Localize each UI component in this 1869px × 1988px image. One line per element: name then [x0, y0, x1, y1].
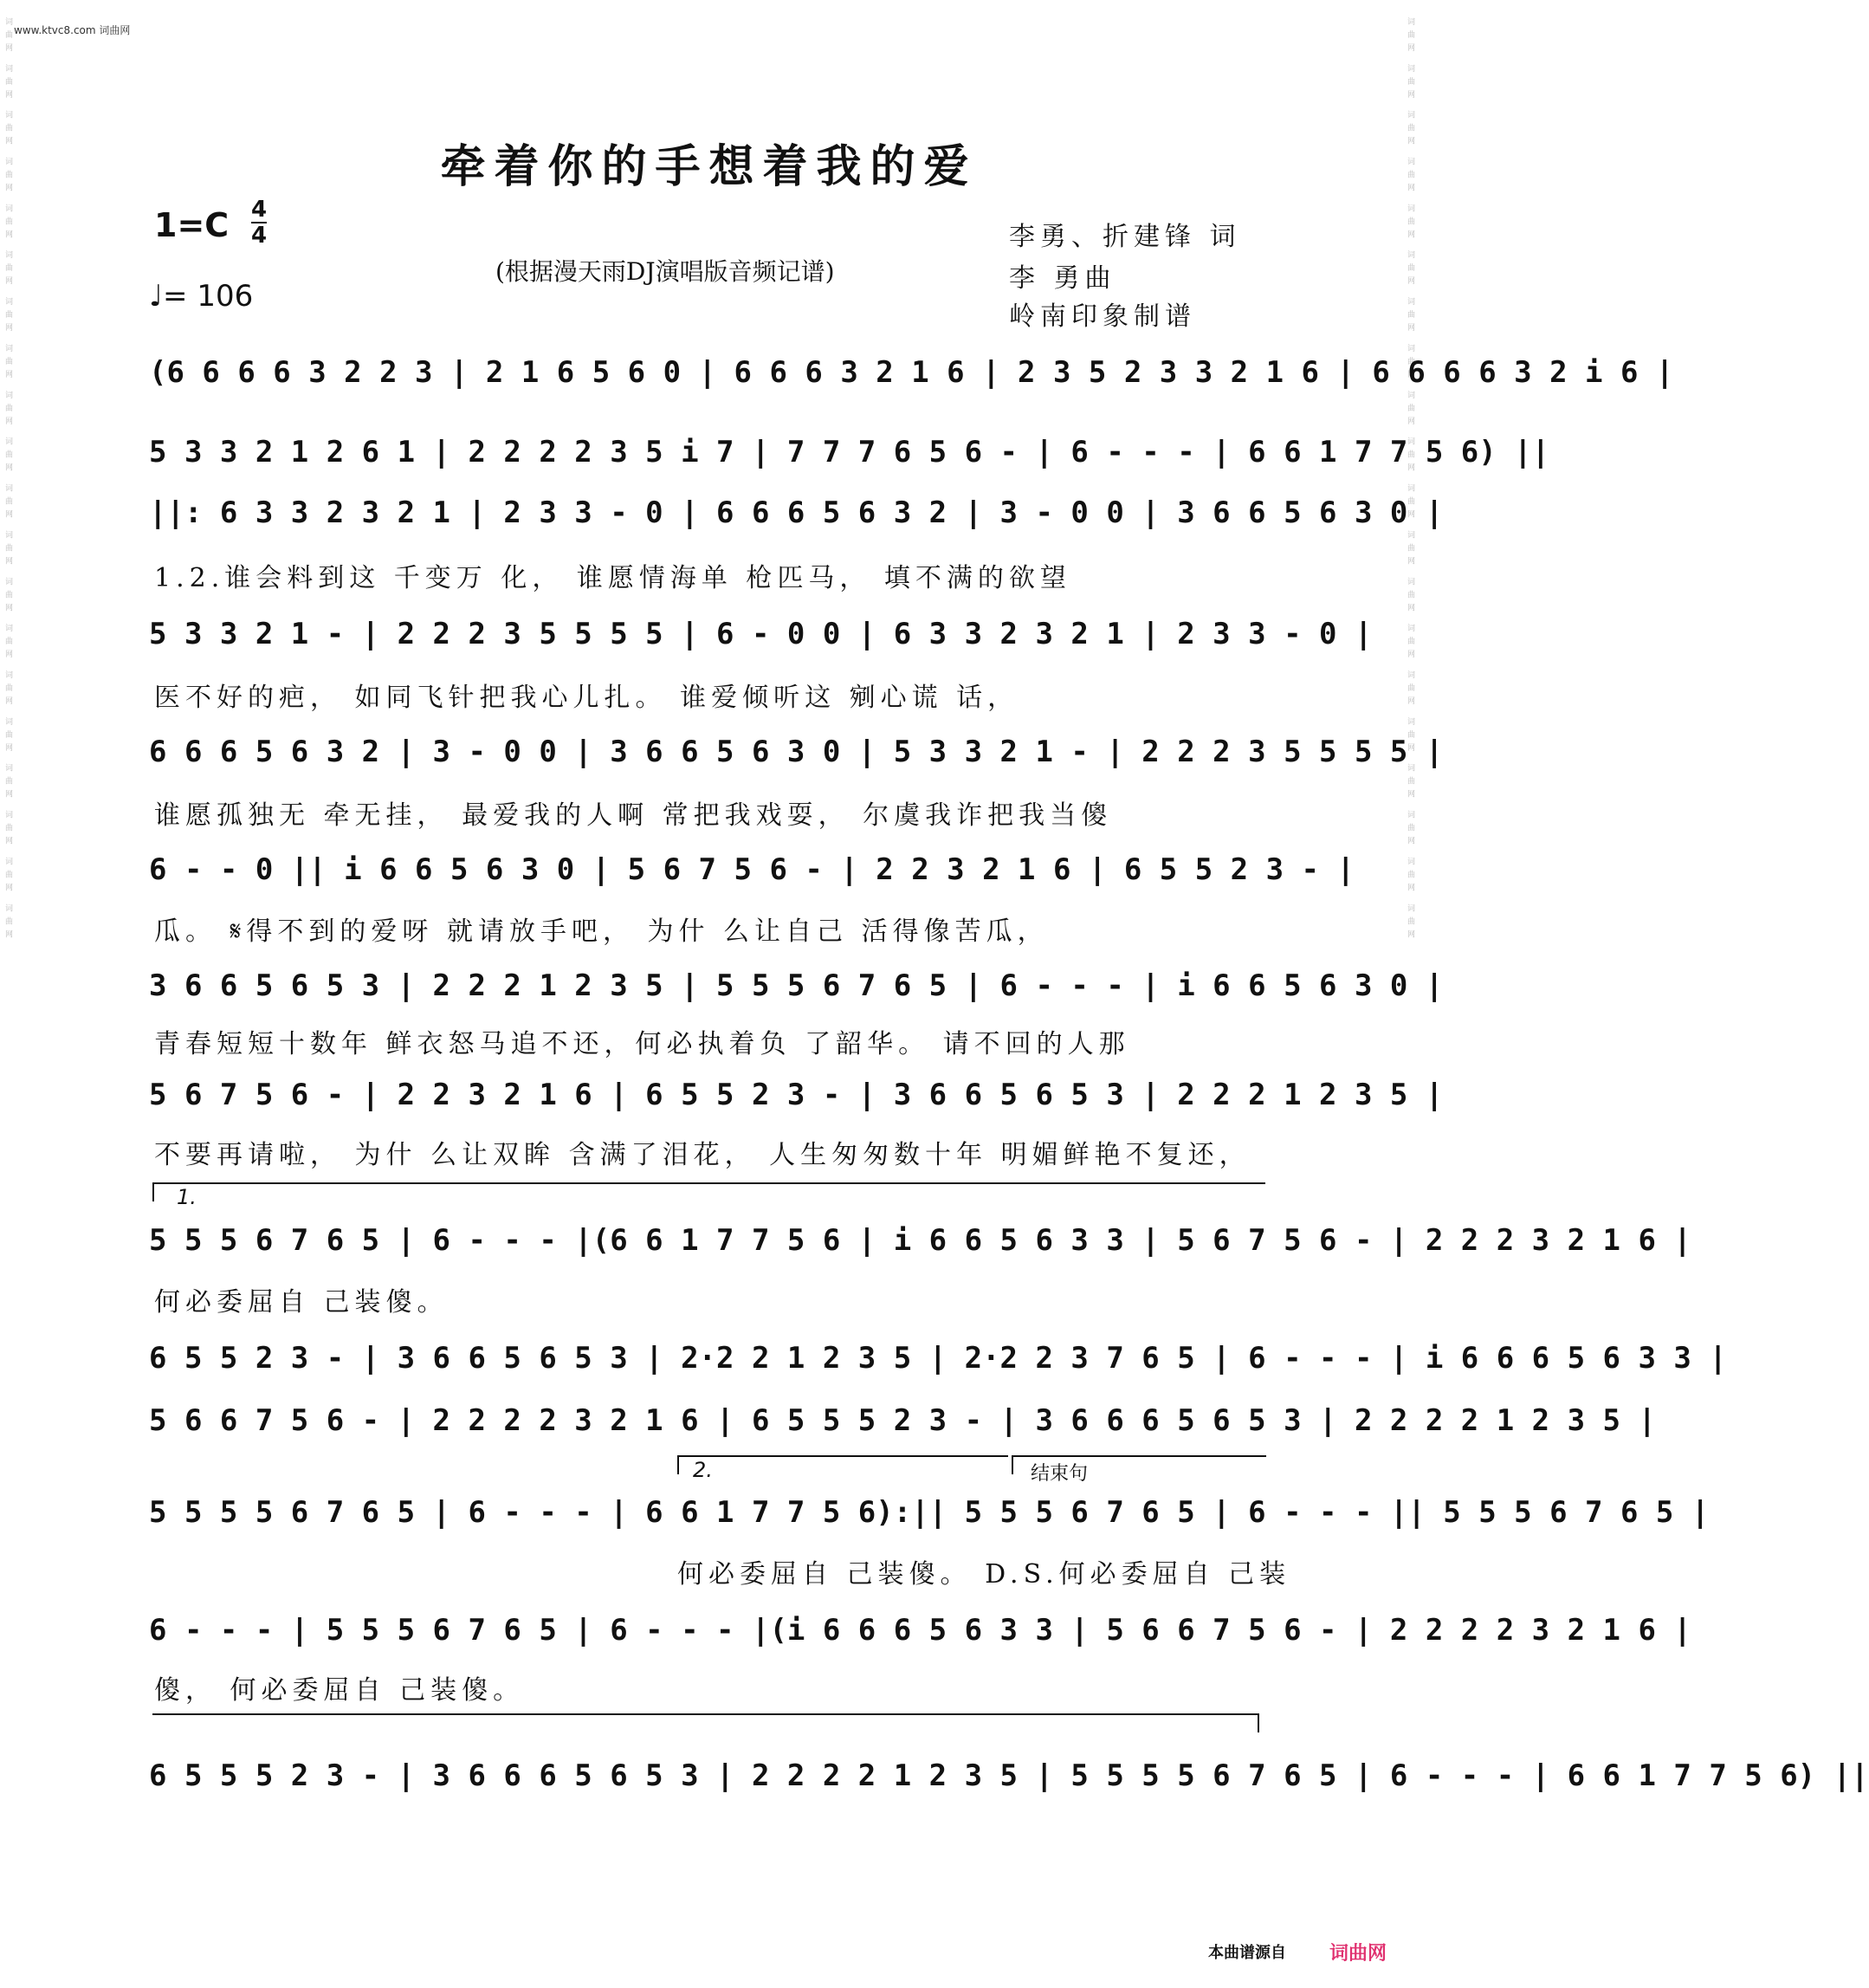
side-watermark-right: 词曲网 词曲网 词曲网 词曲网 词曲网 词曲网 词曲网 词曲网 词曲网 词曲网 词曲网 词曲网 词曲网 词曲网 词曲网 词曲网 词曲网 词曲网 词曲网 词曲网: [1406, 17, 1414, 943]
notation-row-12: 5 5 5 5 6 7 6 5 | 6 - - - | 6 6 1 7 7 5 6):|| 5 5 5 6 7 6 5 | 6 - - - || 5 5 5 6 7 6 5 |: [149, 1495, 1710, 1530]
lyric-line-6: 不要再请啦， 为什 么让双眸 含满了泪花， 人生匆匆数十年 明媚鲜艳不复还，: [154, 1140, 1251, 1170]
ending-bracket: [1012, 1455, 1266, 1457]
notation-row-14: 6 5 5 5 2 3 - | 3 6 6 6 5 6 5 3 | 2 2 2 2 1 2 3 5 | 5 5 5 5 6 7 6 5 | 6 - - - | 6 6 1 7 7 5 6) ||: [149, 1758, 1869, 1793]
time-signature: [251, 198, 267, 248]
lyric-line-8: 何必委屈自 己装傻。 D.S.何必委屈自 己装: [677, 1559, 1291, 1590]
volta-bracket-1: [152, 1182, 1265, 1184]
meter-top: 4: [251, 197, 268, 223]
composer-credit: 李 勇曲: [1009, 263, 1116, 294]
lyricist-credit: 李勇、折建锋 词: [1009, 222, 1241, 252]
lyric-line-1: 1.2.谁会料到这 千变万 化， 谁愿情海单 枪匹马， 填不满的欲望: [154, 563, 1071, 593]
meter-bottom: 4: [251, 223, 268, 249]
site-header: www.ktvc8.com 词曲网: [14, 24, 131, 36]
notation-row-3: ||: 6 3 3 2 3 2 1 | 2 3 3 - 0 | 6 6 6 5 6 3 2 | 3 - 0 0 | 3 6 6 5 6 3 0 |: [149, 495, 1444, 530]
lyric-line-3: 谁愿孤独无 牵无挂， 最爱我的人啊 常把我戏耍， 尔虞我诈把我当傻: [154, 800, 1113, 831]
coda-bracket: [152, 1713, 1259, 1715]
ending-label: 结束句: [1031, 1463, 1089, 1485]
side-watermark-left: 词曲网 词曲网 词曲网 词曲网 词曲网 词曲网 词曲网 词曲网 词曲网 词曲网 词曲网 词曲网 词曲网 词曲网 词曲网 词曲网 词曲网 词曲网 词曲网 词曲网: [3, 17, 12, 943]
arranger-credit: 岭南印象制谱: [1009, 301, 1196, 332]
notation-row-5: 6 6 6 5 6 3 2 | 3 - 0 0 | 3 6 6 5 6 3 0 | 5 3 3 2 1 - | 2 2 2 3 5 5 5 5 |: [149, 735, 1444, 769]
notation-row-10: 6 5 5 2 3 - | 3 6 6 5 6 5 3 | 2·2 2 1 2 3 5 | 2·2 2 3 7 6 5 | 6 - - - | i 6 6 6 5 6 3 3 |: [149, 1341, 1727, 1376]
lyric-line-5: 青春短短十数年 鲜衣怒马追不还，何必执着负 了韶华。 请不回的人那: [154, 1029, 1130, 1059]
ending-bracket-tick: [1012, 1455, 1013, 1474]
notation-row-7: 3 6 6 5 6 5 3 | 2 2 2 1 2 3 5 | 5 5 5 6 7 6 5 | 6 - - - | i 6 6 5 6 3 0 |: [149, 968, 1444, 1003]
notation-row-9: 5 5 5 6 7 6 5 | 6 - - - |(6 6 1 7 7 5 6 | i 6 6 5 6 3 3 | 5 6 7 5 6 - | 2 2 2 3 2 1 6 |: [149, 1223, 1691, 1258]
volta-bracket-1-tick: [152, 1182, 154, 1201]
notation-row-13: 6 - - - | 5 5 5 6 7 6 5 | 6 - - - |(i 6 6 6 5 6 3 3 | 5 6 6 7 5 6 - | 2 2 2 2 3 2 1 6 |: [149, 1613, 1691, 1648]
volta-2-label: 2.: [693, 1458, 713, 1482]
footer-source: 本曲谱源自: [1208, 1944, 1286, 1962]
coda-bracket-tick: [1258, 1713, 1259, 1732]
notation-row-11: 5 6 6 7 5 6 - | 2 2 2 2 3 2 1 6 | 6 5 5 5 2 3 - | 3 6 6 6 5 6 5 3 | 2 2 2 2 1 2 3 5 |: [149, 1403, 1656, 1438]
notation-row-4: 5 3 3 2 1 - | 2 2 2 3 5 5 5 5 | 6 - 0 0 | 6 3 3 2 3 2 1 | 2 3 3 - 0 |: [149, 617, 1373, 651]
lyric-line-4: 瓜。 𝄋得不到的爱呀 就请放手吧， 为什 么让自己 活得像苦瓜，: [154, 916, 1049, 947]
notation-row-6: 6 - - 0 || i 6 6 5 6 3 0 | 5 6 7 5 6 - | 2 2 3 2 1 6 | 6 5 5 2 3 - |: [149, 852, 1355, 887]
volta-bracket-2-tick: [677, 1455, 679, 1474]
key-signature: 1=C: [154, 206, 230, 244]
transcription-note: (根据漫天雨DJ演唱版音频记谱): [495, 257, 835, 286]
lyric-line-9: 傻， 何必委屈自 己装傻。: [154, 1675, 525, 1706]
lyric-line-2: 医不好的疤， 如同飞针把我心儿扎。 谁爱倾听这 剜心谎 话，: [154, 683, 1019, 713]
tempo-marking: ♩= 106: [149, 279, 254, 314]
volta-bracket-2: [677, 1455, 1008, 1457]
notation-row-1: (6 6 6 6 3 2 2 3 | 2 1 6 5 6 0 | 6 6 6 3 2 1 6 | 2 3 5 2 3 3 2 1 6 | 6 6 6 6 3 2 i 6 |: [149, 355, 1674, 390]
notation-row-8: 5 6 7 5 6 - | 2 2 3 2 1 6 | 6 5 5 2 3 - | 3 6 6 5 6 5 3 | 2 2 2 1 2 3 5 |: [149, 1078, 1444, 1112]
notation-row-2: 5 3 3 2 1 2 6 1 | 2 2 2 2 3 5 i 7 | 7 7 7 6 5 6 - | 6 - - - | 6 6 1 7 7 5 6) ||: [149, 435, 1550, 469]
volta-1-label: 1.: [177, 1185, 197, 1209]
footer-brand-logo: 词曲网: [1329, 1943, 1387, 1965]
lyric-line-7: 何必委屈自 己装傻。: [154, 1287, 449, 1318]
song-title: 牵着你的手想着我的爱: [440, 140, 978, 193]
